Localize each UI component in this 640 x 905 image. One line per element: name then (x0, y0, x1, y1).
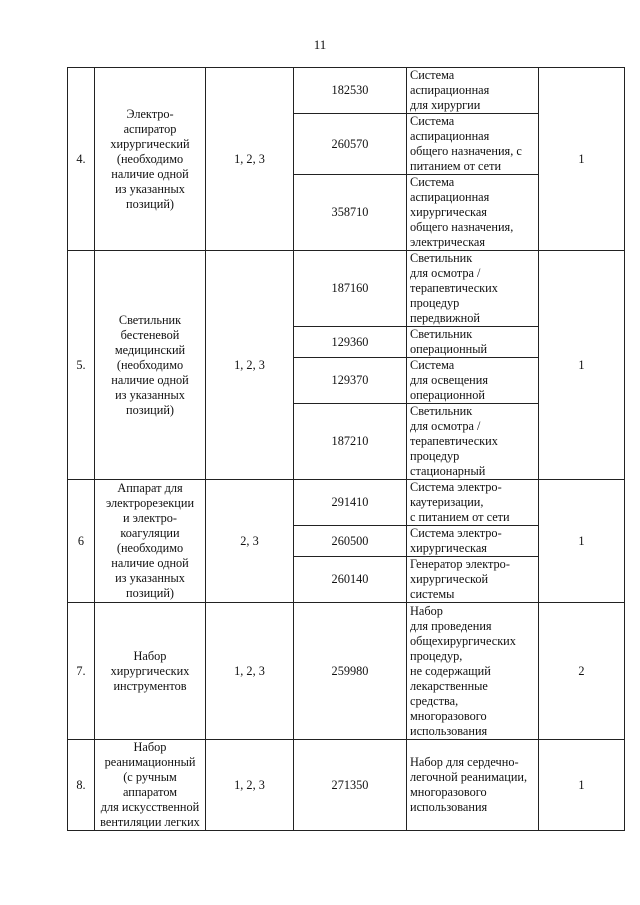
row-number-cell (68, 603, 95, 740)
requirement-cell-text: 1, 2, 3 (234, 151, 265, 166)
quantity-cell-text: 1 (578, 151, 585, 166)
requirement-cell (206, 68, 294, 251)
description-cell (407, 358, 539, 404)
code-cell-text: 187210 (331, 434, 369, 448)
equipment-table (67, 67, 625, 831)
equipment-table-body (68, 68, 625, 831)
quantity-cell-text: 2 (578, 663, 585, 678)
code-cell-text: 182530 (331, 83, 369, 97)
row-number-cell (68, 740, 95, 831)
equipment-name-cell-text: Аппарат для электрорезекции и электро- коагуляции (необходимо наличие одной из указанных позиций) (105, 481, 195, 600)
row-number-cell (68, 68, 95, 251)
table-row (68, 251, 625, 327)
code-cell-text: 291410 (331, 495, 369, 509)
code-cell-text: 129360 (331, 334, 369, 349)
requirement-cell (206, 740, 294, 831)
code-cell (294, 526, 407, 557)
quantity-cell (539, 480, 625, 603)
description-cell (407, 251, 539, 327)
description-cell-text: Система электро- каутеризации, с питанием от сети (410, 480, 510, 524)
description-cell (407, 480, 539, 526)
code-cell-text: 187160 (331, 281, 369, 295)
description-cell-text: Светильник для осмотра / терапевтических процедур стационарный (410, 404, 498, 478)
table-row (68, 740, 625, 831)
requirement-cell-text: 1, 2, 3 (234, 777, 265, 792)
row-number-cell-text: 8. (76, 777, 86, 792)
code-cell (294, 557, 407, 603)
code-cell-text: 260140 (331, 572, 369, 586)
requirement-cell-text: 1, 2, 3 (234, 357, 265, 372)
description-cell-text: Светильник операционный (410, 327, 488, 356)
requirement-cell-text: 2, 3 (240, 533, 259, 548)
row-number-cell-text: 6 (77, 533, 85, 548)
quantity-cell-text: 1 (578, 777, 585, 792)
equipment-name-cell (95, 251, 206, 480)
description-cell (407, 740, 539, 831)
requirement-cell (206, 480, 294, 603)
description-cell-text: Система аспирационная хирургическая общего назначения, электрическая (410, 175, 514, 249)
description-cell-text: Генератор электро- хирургической системы (410, 557, 510, 601)
description-cell-text: Система аспирационная для хирургии (410, 68, 490, 112)
code-cell (294, 175, 407, 251)
code-cell (294, 404, 407, 480)
table-row (68, 603, 625, 740)
table-row (68, 480, 625, 526)
description-cell-text: Система аспирационная общего назначения, с питанием от сети (410, 114, 522, 173)
code-cell-text: 271350 (331, 777, 369, 792)
description-cell (407, 603, 539, 740)
equipment-name-cell (95, 480, 206, 603)
code-cell-text: 358710 (331, 205, 369, 219)
requirement-cell (206, 251, 294, 480)
description-cell (407, 114, 539, 175)
quantity-cell (539, 68, 625, 251)
code-cell (294, 251, 407, 327)
code-cell-text: 259980 (331, 663, 369, 678)
equipment-name-cell (95, 603, 206, 740)
description-cell (407, 175, 539, 251)
row-number-cell (68, 480, 95, 603)
code-cell-text: 260570 (331, 136, 369, 151)
quantity-cell-text: 1 (578, 357, 585, 372)
quantity-cell-text: 1 (578, 533, 585, 548)
description-cell (407, 327, 539, 358)
description-cell-text: Набор для сердечно- легочной реанимации, многоразового использования (410, 755, 528, 814)
equipment-name-cell (95, 740, 206, 831)
quantity-cell (539, 740, 625, 831)
equipment-name-cell-text: Набор реанимационный (с ручным аппаратом для искусственной вентиляции легких (100, 740, 200, 829)
quantity-cell (539, 603, 625, 740)
code-cell-text: 260500 (331, 533, 369, 548)
code-cell (294, 603, 407, 740)
equipment-name-cell-text: Электро- аспиратор хирургический (необходимо наличие одной из указанных позиций) (110, 106, 190, 211)
description-cell (407, 68, 539, 114)
code-cell (294, 358, 407, 404)
equipment-name-cell (95, 68, 206, 251)
code-cell (294, 68, 407, 114)
quantity-cell (539, 251, 625, 480)
description-cell-text: Система электро- хирургическая (410, 526, 502, 555)
description-cell-text: Система для освещения операционной (410, 358, 488, 402)
code-cell (294, 740, 407, 831)
description-cell (407, 526, 539, 557)
equipment-name-cell-text: Набор хирургических инструментов (110, 648, 190, 693)
equipment-name-cell-text: Светильник бестеневой медицинский (необходимо наличие одной из указанных позиций) (111, 312, 189, 417)
description-cell (407, 404, 539, 480)
description-cell (407, 557, 539, 603)
requirement-cell (206, 603, 294, 740)
code-cell-text: 129370 (331, 373, 369, 387)
row-number-cell-text: 4. (76, 151, 86, 166)
description-cell-text: Набор для проведения общехирургических процедур, не содержащий лекарственные средства, многоразового использования (410, 603, 516, 738)
code-cell (294, 327, 407, 358)
description-cell-text: Светильник для осмотра / терапевтических процедур передвижной (410, 251, 498, 325)
row-number-cell-text: 5. (76, 357, 86, 372)
code-cell (294, 480, 407, 526)
requirement-cell-text: 1, 2, 3 (234, 663, 265, 678)
row-number-cell (68, 251, 95, 480)
code-cell (294, 114, 407, 175)
page-number: 11 (313, 37, 327, 52)
row-number-cell-text: 7. (76, 663, 86, 678)
table-row (68, 68, 625, 114)
